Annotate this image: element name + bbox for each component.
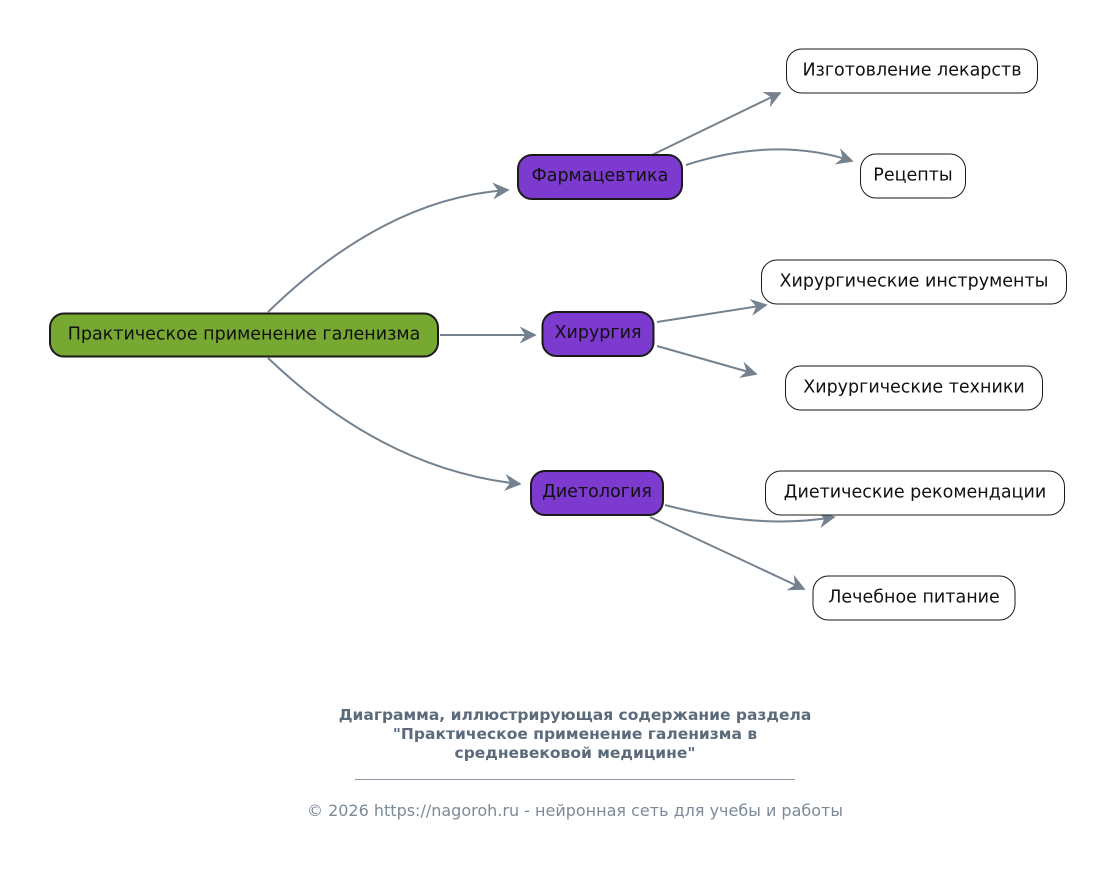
footer-credit: © 2026 https://nagoroh.ru - нейронная сеть для учебы и работы — [306, 801, 843, 820]
caption-divider — [355, 779, 795, 780]
node-recommendations — [765, 471, 1065, 516]
diagram-caption — [275, 706, 875, 763]
node-techniques — [785, 366, 1043, 411]
edge-surgery-techniques — [657, 346, 756, 374]
node-surgery — [542, 311, 655, 357]
caption-line-1: Диаграмма, иллюстрирующая содержание раздела — [338, 706, 812, 724]
node-recipes — [860, 154, 966, 199]
edge-surgery-instruments — [657, 305, 766, 322]
node-label: Диетические рекомендации — [783, 482, 1047, 503]
edge-pharma-drugs — [652, 93, 780, 155]
caption-line-2: "Практическое применение галенизма в — [392, 725, 758, 743]
caption-line-3: средневековой медицине" — [454, 744, 696, 762]
node-drugs — [786, 49, 1038, 94]
node-label: Хирургические инструменты — [779, 271, 1049, 292]
node-label: Лечебное питание — [828, 587, 1000, 608]
edge-root-diet — [268, 358, 520, 484]
edge-pharma-recipes — [686, 149, 852, 165]
node-nutrition — [813, 576, 1016, 621]
node-label: Хирургические техники — [803, 377, 1025, 398]
node-label: Диетология — [542, 482, 652, 503]
node-label: Фармацевтика — [531, 166, 669, 187]
node-root — [49, 313, 439, 358]
node-pharma — [517, 154, 683, 200]
node-diet — [530, 470, 664, 516]
edge-root-pharma — [268, 190, 508, 312]
node-label: Хирургия — [554, 323, 642, 344]
node-label: Практическое применение галенизма — [67, 324, 421, 345]
node-label: Рецепты — [873, 165, 953, 186]
node-label: Изготовление лекарств — [802, 60, 1022, 81]
edge-diet-nutrition — [650, 517, 804, 589]
node-instruments — [761, 260, 1067, 305]
